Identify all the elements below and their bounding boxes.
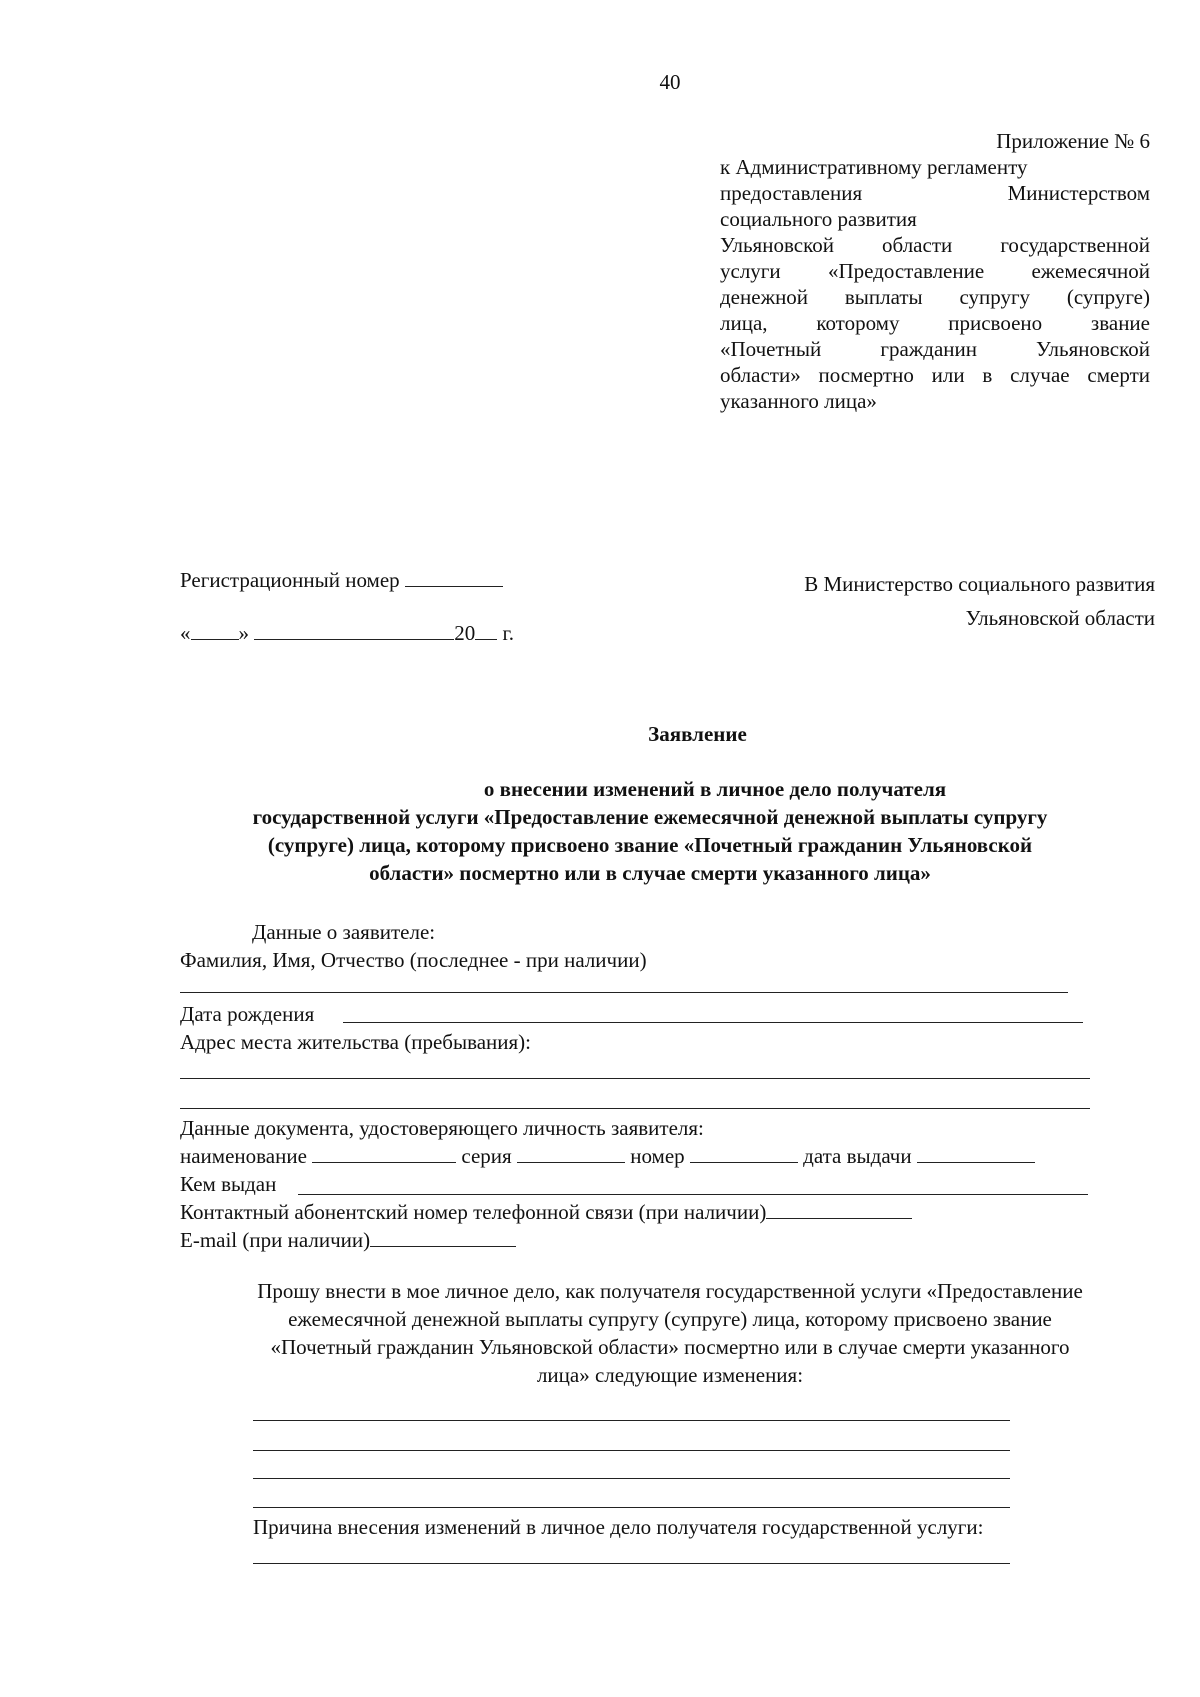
year-suffix: г.	[502, 621, 514, 645]
issued-by-label: Кем выдан	[180, 1172, 277, 1196]
subtitle-line: государственной услуги «Предоставление ежемесячной денежной выплаты супругу	[252, 805, 1048, 829]
page-number: 40	[659, 70, 681, 94]
appendix-line: Ульяновской области государственной	[720, 233, 1150, 257]
registration-number-row	[180, 566, 503, 594]
id-series-field[interactable]	[517, 1142, 625, 1163]
changes-field-line-2[interactable]	[253, 1450, 1010, 1451]
request-line: «Почетный гражданин Ульяновской области» посмертно или в случае смерти указанного	[270, 1335, 1070, 1359]
id-series-label: серия	[461, 1144, 512, 1168]
recipient-line-2: Ульяновской области	[965, 606, 1155, 630]
issued-by-field[interactable]	[298, 1194, 1088, 1195]
subtitle-line: области» посмертно или в случае смерти указанного лица»	[369, 861, 931, 885]
registration-date-row	[180, 619, 514, 647]
email-field[interactable]	[370, 1226, 516, 1247]
changes-field-line-4[interactable]	[253, 1507, 1010, 1508]
request-paragraph	[180, 1277, 1160, 1389]
changes-field-line-1[interactable]	[253, 1420, 1010, 1421]
full-name-field[interactable]	[180, 992, 1068, 993]
applicant-heading: Данные о заявителе:	[252, 920, 436, 944]
address-field-line-2[interactable]	[180, 1108, 1090, 1109]
id-document-row	[180, 1142, 1035, 1170]
birth-date-label: Дата рождения	[180, 1002, 315, 1026]
recipient-line-1: В Министерство социального развития	[804, 572, 1155, 596]
email-row	[180, 1226, 516, 1254]
document-subtitle	[180, 775, 1120, 887]
appendix-title: Приложение № 6	[996, 129, 1150, 153]
document-title: Заявление	[648, 722, 747, 746]
address-field-line-1[interactable]	[180, 1078, 1090, 1079]
reason-field[interactable]	[253, 1563, 1010, 1564]
id-number-label: номер	[630, 1144, 685, 1168]
appendix-line: услуги «Предоставление ежемесячной	[720, 259, 1150, 283]
email-label: E-mail (при наличии)	[180, 1228, 371, 1252]
id-name-field[interactable]	[312, 1142, 456, 1163]
appendix-line: социального развития	[720, 207, 917, 231]
id-number-field[interactable]	[690, 1142, 798, 1163]
appendix-block	[720, 128, 1150, 414]
request-line: лица» следующие изменения:	[536, 1363, 804, 1387]
year-prefix: 20	[454, 621, 476, 645]
appendix-line: денежной выплаты супругу (супруге)	[720, 285, 1150, 309]
request-line: Прошу внести в мое личное дело, как получателя государственной услуги «Предоставление	[257, 1279, 1083, 1303]
request-line: ежемесячной денежной выплаты супругу (супруге) лица, которому присвоено звание	[288, 1307, 1052, 1331]
date-month-field[interactable]	[254, 619, 454, 640]
registration-number-label: Регистрационный номер	[180, 568, 400, 592]
appendix-line: предоставления Министерством	[720, 181, 1150, 205]
appendix-line: указанного лица»	[720, 389, 877, 413]
full-name-label: Фамилия, Имя, Отчество (последнее - при наличии)	[180, 948, 647, 972]
reason-label: Причина внесения изменений в личное дело получателя государственной услуги:	[253, 1515, 984, 1539]
appendix-line: «Почетный гражданин Ульяновской	[720, 337, 1150, 361]
id-document-heading: Данные документа, удостоверяющего личность заявителя:	[180, 1116, 704, 1140]
phone-row	[180, 1198, 912, 1226]
appendix-line: лица, которому присвоено звание	[720, 311, 1150, 335]
subtitle-line: о внесении изменений в личное дело получателя	[483, 777, 947, 801]
id-issue-date-label: дата выдачи	[803, 1144, 912, 1168]
address-label: Адрес места жительства (пребывания):	[180, 1030, 532, 1054]
date-day-field[interactable]	[191, 619, 239, 640]
date-close-quote: »	[238, 621, 249, 645]
date-open-quote: «	[180, 621, 191, 645]
id-issue-date-field[interactable]	[917, 1142, 1035, 1163]
birth-date-field[interactable]	[343, 1022, 1083, 1023]
phone-field[interactable]	[766, 1198, 912, 1219]
appendix-line: области» посмертно или в случае смерти	[720, 363, 1150, 387]
subtitle-line: (супруге) лица, которому присвоено звание «Почетный гражданин Ульяновской	[267, 833, 1033, 857]
changes-field-line-3[interactable]	[253, 1478, 1010, 1479]
phone-label: Контактный абонентский номер телефонной связи (при наличии)	[180, 1200, 767, 1224]
date-year-field[interactable]	[475, 619, 497, 640]
appendix-line: к Административному регламенту	[720, 155, 1028, 179]
registration-number-field[interactable]	[405, 566, 503, 587]
id-name-label: наименование	[180, 1144, 307, 1168]
